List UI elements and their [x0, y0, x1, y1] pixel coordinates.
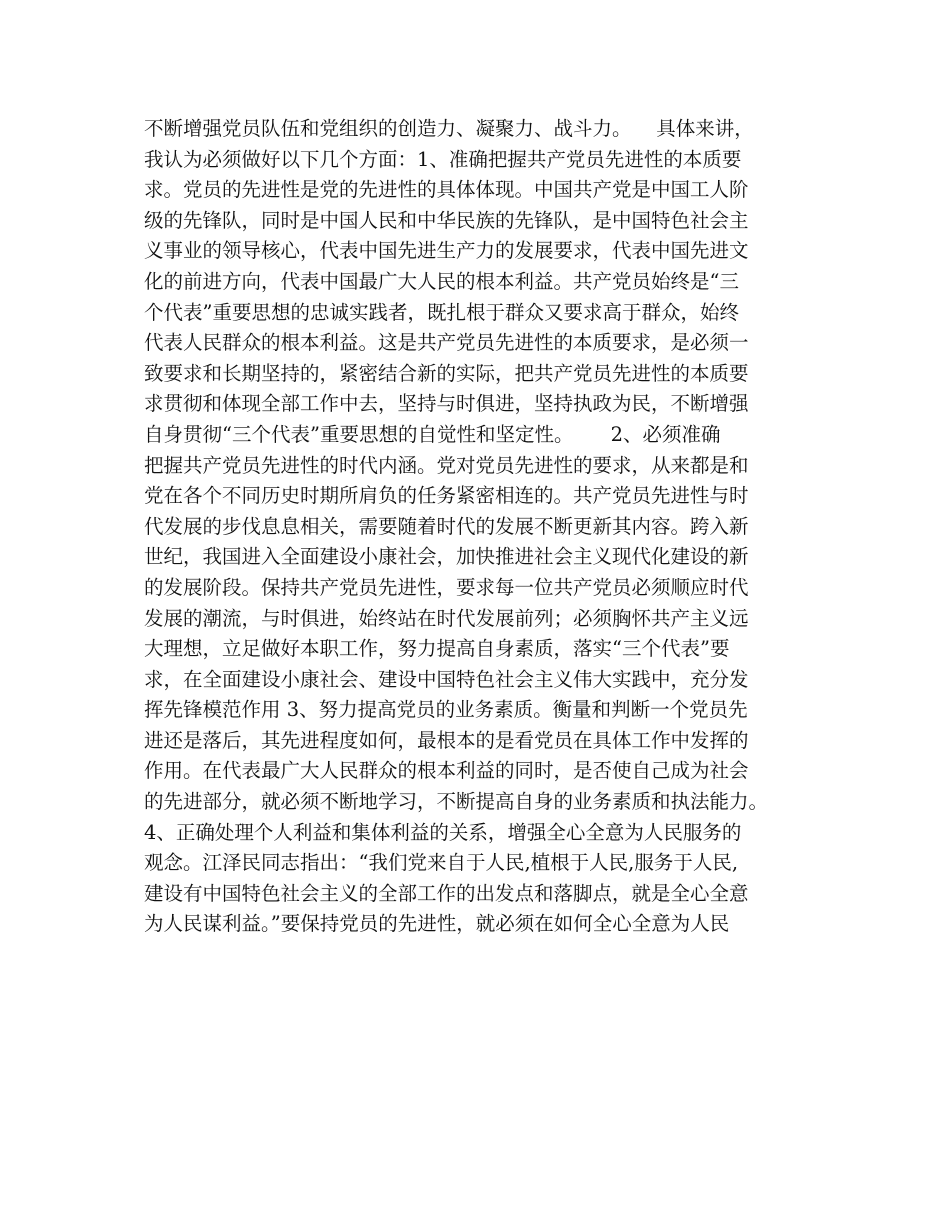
text-line: 为人民谋利益。”要保持党员的先进性，就必须在如何全心全意为人民 — [144, 912, 730, 936]
text-line: 世纪，我国进入全面建设小康社会，加快推进社会主义现代化建设的新 — [144, 545, 749, 569]
text-line: 我认为必须做好以下几个方面：1、准确把握共产党员先进性的本质要 — [144, 147, 742, 171]
text-line: 求，在全面建设小康社会、建设中国特色社会主义伟大实践中，充分发 — [144, 667, 749, 691]
text-line: 级的先锋队，同时是中国人民和中华民族的先锋队，是中国特色社会主 — [144, 208, 749, 232]
text-line: 观念。江泽民同志指出：“我们党来自于人民,植根于人民,服务于人民, — [144, 851, 739, 875]
body-text — [144, 114, 844, 940]
text-line: 个代表”重要思想的忠诚实践者，既扎根于群众又要求高于群众，始终 — [144, 300, 739, 324]
text-line: 代发展的步伐息息相关，需要随着时代的发展不断更新其内容。跨入新 — [144, 514, 749, 538]
text-line: 求贯彻和体现全部工作中去，坚持与时俱进，坚持执政为民，不断增强 — [144, 392, 749, 416]
text-line: 自身贯彻“三个代表”重要思想的自觉性和坚定性。 2、必须准确 — [144, 422, 721, 446]
text-line: 化的前进方向，代表中国最广大人民的根本利益。共产党员始终是“三 — [144, 269, 739, 293]
text-line: 建设有中国特色社会主义的全部工作的出发点和落脚点，就是全心全意 — [144, 881, 749, 905]
text-line: 4、正确处理个人利益和集体利益的关系，增强全心全意为人民服务的 — [144, 820, 742, 844]
text-line: 发展的潮流，与时俱进，始终站在时代发展前列；必须胸怀共产主义远 — [144, 606, 749, 630]
text-line: 大理想，立足做好本职工作，努力提高自身素质，落实“三个代表”要 — [144, 637, 730, 661]
text-line: 致要求和长期坚持的，紧密结合新的实际，把共产党员先进性的本质要 — [144, 361, 749, 385]
text-line: 挥先锋模范作用 3、努力提高党员的业务素质。衡量和判断一个党员先 — [144, 698, 748, 722]
text-line: 把握共产党员先进性的时代内涵。党对党员先进性的要求，从来都是和 — [144, 453, 749, 477]
text-line: 党在各个不同历史时期所肩负的任务紧密相连的。共产党员先进性与时 — [144, 484, 749, 508]
text-line: 代表人民群众的根本利益。这是共产党员先进性的本质要求，是必须一 — [144, 331, 749, 355]
text-line: 进还是落后，其先进程度如何，最根本的是看党员在具体工作中发挥的 — [144, 728, 749, 752]
text-line: 义事业的领导核心，代表中国先进生产力的发展要求，代表中国先进文 — [144, 239, 749, 263]
text-line: 不断增强党员队伍和党组织的创造力、凝聚力、战斗力。 具体来讲， — [144, 117, 754, 140]
text-line: 的先进部分，就必须不断地学习，不断提高自身的业务素质和执法能力。 — [144, 790, 769, 814]
text-line: 求。党员的先进性是党的先进性的具体体现。中国共产党是中国工人阶 — [144, 178, 749, 202]
text-line: 作用。在代表最广大人民群众的根本利益的同时，是否使自己成为社会 — [144, 759, 749, 783]
text-line: 的发展阶段。保持共产党员先进性，要求每一位共产党员必须顺应时代 — [144, 575, 749, 599]
